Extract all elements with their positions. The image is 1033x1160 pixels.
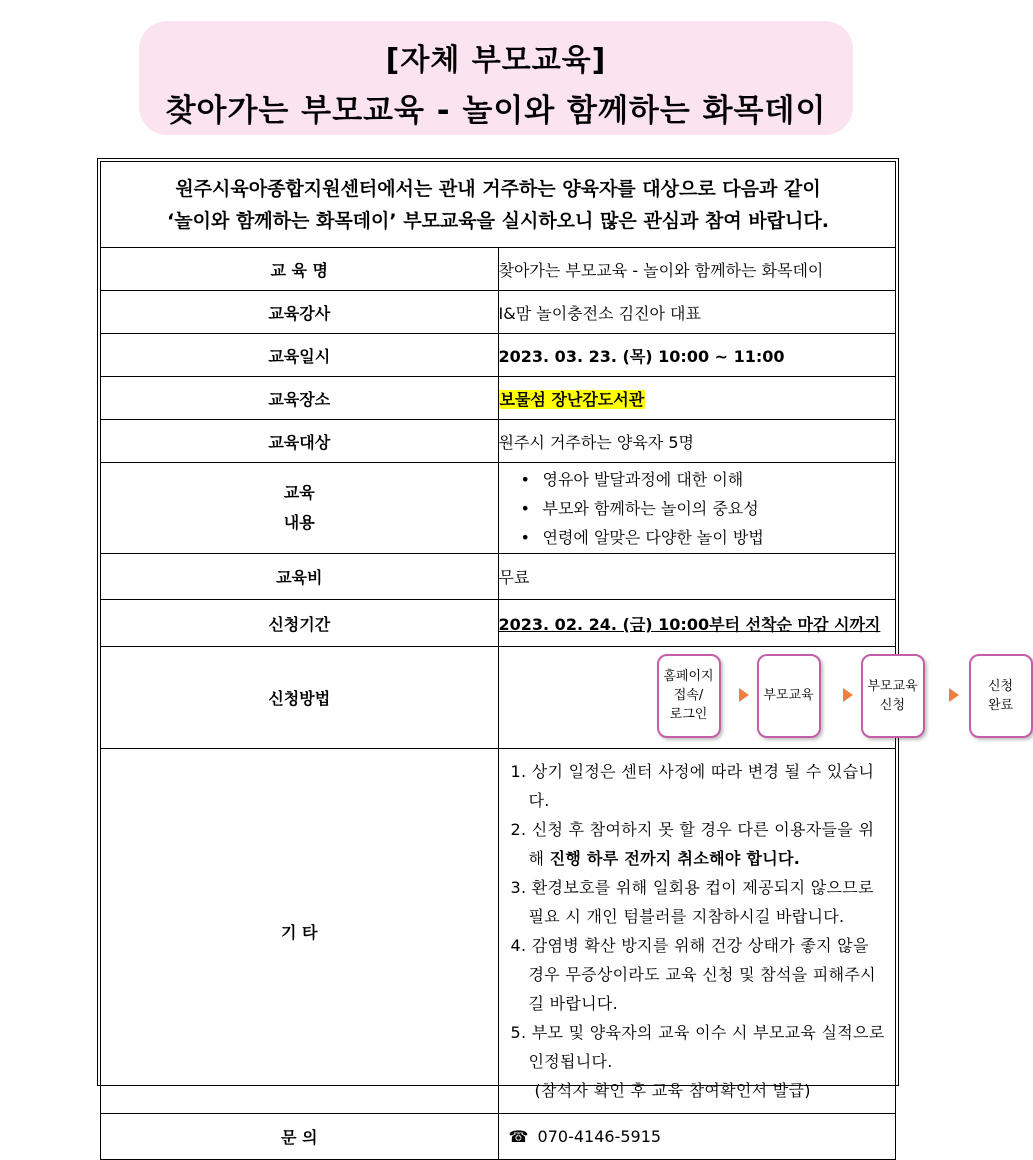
value-target: 원주시 거주하는 양육자 5명 [498, 420, 896, 463]
label-place: 교육장소 [101, 377, 499, 420]
value-fee: 무료 [498, 554, 896, 600]
phone-icon: ☎ [508, 1127, 529, 1146]
value-date: 2023. 03. 23. (목) 10:00 ~ 11:00 [498, 334, 896, 377]
row-target [101, 420, 896, 463]
row-date [101, 334, 896, 377]
list-item: 3. 환경보호를 위해 일회용 컵이 제공되지 않으므로 필요 시 개인 텀블러를 지참하시길 바랍니다. [510, 878, 874, 926]
step-complete: 신청 완료 [969, 654, 1033, 738]
intro-text [101, 162, 896, 248]
intro-line1: 원주시육아종합지원센터에서는 관내 거주하는 양육자를 대상으로 다음과 같이 [175, 177, 821, 200]
label-instructor: 교육강사 [101, 291, 499, 334]
value-place: 보물섬 장난감도서관 [499, 389, 645, 409]
info-table-frame [97, 158, 1014, 1147]
note-sub: (참석자 확인 후 교육 참여확인서 발급) [534, 1081, 811, 1100]
list-item: 1. 상기 일정은 센터 사정에 따라 변경 될 수 있습니다. [510, 762, 875, 810]
step-apply: 부모교육 신청 [861, 654, 925, 738]
value-name: 찾아가는 부모교육 - 놀이와 함께하는 화목데이 [498, 248, 896, 291]
row-etc [101, 749, 896, 1114]
row-contact [101, 1114, 896, 1160]
list-item: • 부모와 함께하는 놀이의 중요성 [520, 498, 759, 518]
content-list [509, 465, 896, 552]
step-homepage-login: 홈페이지 접속/ 로그인 [657, 654, 721, 738]
step-parent-education: 부모교육 [757, 654, 821, 738]
list-item: 5. 부모 및 양육자의 교육 이수 시 부모교육 실적으로 인정됩니다. [510, 1023, 885, 1071]
label-method: 신청방법 [101, 647, 499, 749]
arrow-right-icon [739, 688, 749, 702]
label-period: 신청기간 [101, 600, 499, 647]
notes-list [499, 757, 888, 1076]
arrow-right-icon [843, 688, 853, 702]
title-line2: 찾아가는 부모교육 - 놀이와 함께하는 화목데이 [165, 93, 827, 129]
row-period [101, 600, 896, 647]
intro-line2: ‘놀이와 함께하는 화목데이’ 부모교육을 실시하오니 많은 관심과 참여 바랍니다. [167, 209, 829, 232]
row-place [101, 377, 896, 420]
row-instructor [101, 291, 896, 334]
label-fee: 교육비 [101, 554, 499, 600]
label-date: 교육일시 [101, 334, 499, 377]
row-fee [101, 554, 896, 600]
value-contact: 070-4146-5915 [537, 1127, 662, 1146]
title-banner [139, 21, 853, 135]
title-line1: [자체 부모교육] [385, 43, 607, 78]
value-instructor: I&맘 놀이충전소 김진아 대표 [498, 291, 896, 334]
list-item: 2. 신청 후 참여하지 못 할 경우 다른 이용자들을 위해 진행 하루 전까지 취소해야 합니다. [510, 820, 875, 868]
list-item: • 영유아 발달과정에 대한 이해 [520, 469, 744, 489]
label-target: 교육대상 [101, 420, 499, 463]
application-flow [499, 648, 1014, 748]
label-content: 교육 내용 [101, 463, 499, 554]
row-method [101, 647, 896, 749]
value-period: 2023. 02. 24. (금) 10:00부터 선착순 마감 시까지 [498, 614, 881, 634]
list-item: 4. 감염병 확산 방지를 위해 건강 상태가 좋지 않을 경우 무증상이라도 교육 신청 및 참석을 피해주시길 바랍니다. [510, 936, 876, 1013]
list-item: • 연령에 알맞은 다양한 놀이 방법 [520, 527, 764, 547]
arrow-right-icon [949, 688, 959, 702]
label-contact: 문 의 [101, 1114, 499, 1160]
label-etc: 기 타 [101, 749, 499, 1114]
info-table [100, 161, 1014, 1160]
row-content [101, 463, 896, 554]
row-name [101, 248, 896, 291]
label-name: 교 육 명 [101, 248, 499, 291]
